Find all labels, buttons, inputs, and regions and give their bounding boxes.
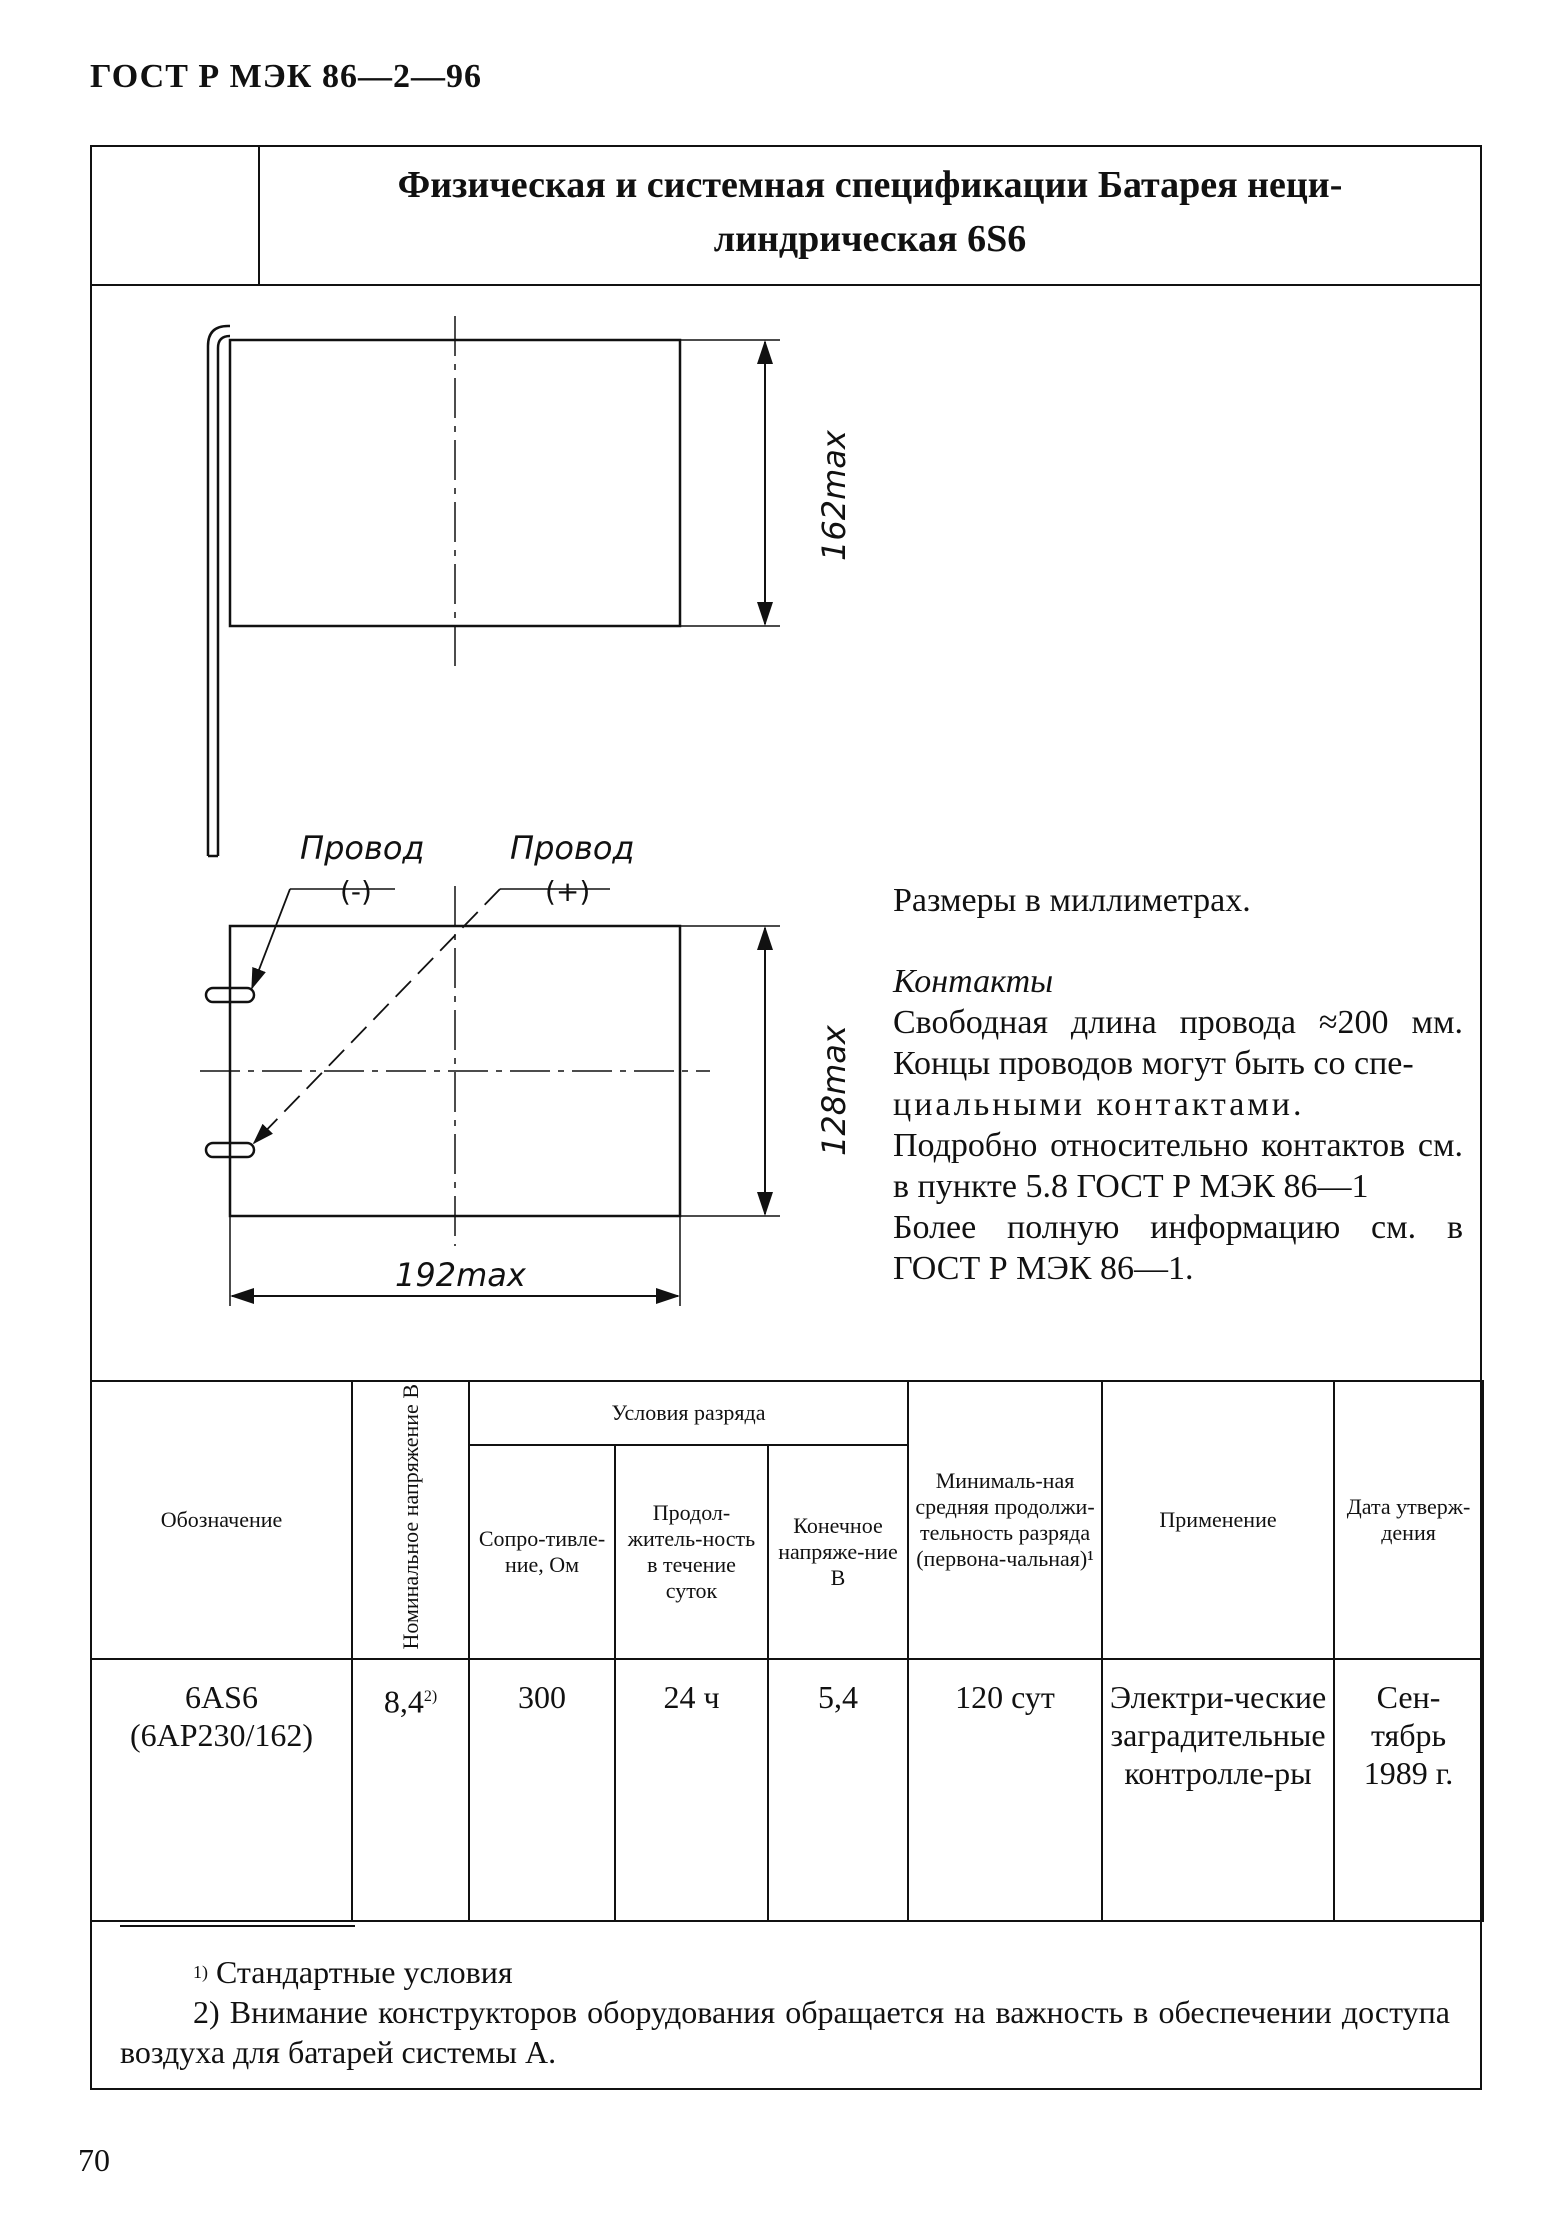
document-header: ГОСТ Р МЭК 86—2—96 — [90, 58, 482, 95]
footnote-1 — [193, 1952, 513, 1992]
dimension-height-top: 162max — [815, 430, 853, 561]
wire-polarity-neg: (-) — [340, 875, 372, 908]
cell-resistance: 300 — [469, 1659, 615, 1921]
table-row — [91, 1659, 1483, 1921]
header-designation: Обозначение — [91, 1381, 352, 1659]
wire-label-neg: Провод — [300, 829, 425, 867]
cell-end-voltage: 5,4 — [768, 1659, 908, 1921]
cell-designation: 6AS6 (6AP230/162) — [91, 1659, 352, 1921]
footnote-1-text: Стандартные условия — [216, 1954, 513, 1990]
header-resistance: Сопро-тивле-ние, Ом — [469, 1445, 615, 1658]
cell-nominal-voltage-value: 8,4 — [383, 1683, 424, 1720]
contacts-text-2: циальными контактами. — [893, 1086, 1305, 1123]
contacts-text-3: Подробно относительно контактов см. в пункте 5.8 ГОСТ Р МЭК 86—1 — [893, 1127, 1463, 1205]
spec-title-line1: Физическая и системная спецификации Батарея неци- — [397, 164, 1343, 206]
spec-title — [280, 158, 1460, 266]
dimension-width: 192max — [395, 1256, 526, 1294]
header-nominal-voltage-text: Номинальное напряжение В — [397, 1384, 423, 1650]
spec-title-line2: линдрическая 6S6 — [713, 218, 1027, 260]
wire-polarity-pos: (+) — [545, 875, 591, 908]
page-number: 70 — [78, 2142, 110, 2178]
footnote-separator — [120, 1925, 355, 1927]
dimension-height-bottom: 128max — [815, 1025, 853, 1156]
cell-nominal-voltage-note: 2) — [423, 1687, 438, 1705]
header-end-voltage: Конечное напряже-ние В — [768, 1445, 908, 1658]
cell-nominal-voltage — [352, 1659, 469, 1921]
cell-application: Электри-ческие заградительные контролле-ры — [1102, 1659, 1334, 1921]
drawing-notes — [893, 880, 1463, 1289]
footnote-1-mark: 1) — [193, 1962, 208, 1982]
cell-min-avg-duration: 120 сут — [908, 1659, 1102, 1921]
footnote-2: 2) Внимание конструкторов оборудования обращается на важность в обеспечении доступа воздуха для батарей системы А. — [120, 1994, 1450, 2070]
contacts-heading: Контакты — [893, 963, 1054, 1000]
header-nominal-voltage — [352, 1381, 469, 1659]
cell-duration: 24 ч — [615, 1659, 768, 1921]
wire-label-pos: Провод — [510, 829, 635, 867]
more-info-note: Более полную информацию см. в ГОСТ Р МЭК 86—1. — [893, 1209, 1463, 1287]
header-discharge-conditions: Условия разряда — [469, 1381, 908, 1445]
title-left-cell — [90, 145, 260, 285]
header-application: Применение — [1102, 1381, 1334, 1659]
header-min-avg-duration: Минималь-ная средняя продолжи-тельность разряда (первона-чальная)¹ — [908, 1381, 1102, 1659]
header-approval-date: Дата утверж-дения — [1334, 1381, 1483, 1659]
header-duration: Продол-житель-ность в течение суток — [615, 1445, 768, 1658]
spec-table — [90, 1380, 1484, 1922]
contacts-text-1: Свободная длина провода ≈200 мм. Концы проводов могут быть со спе- — [893, 1004, 1463, 1082]
units-note: Размеры в миллиметрах. — [893, 882, 1251, 919]
cell-approval-date: Сен-тябрь 1989 г. — [1334, 1659, 1483, 1921]
